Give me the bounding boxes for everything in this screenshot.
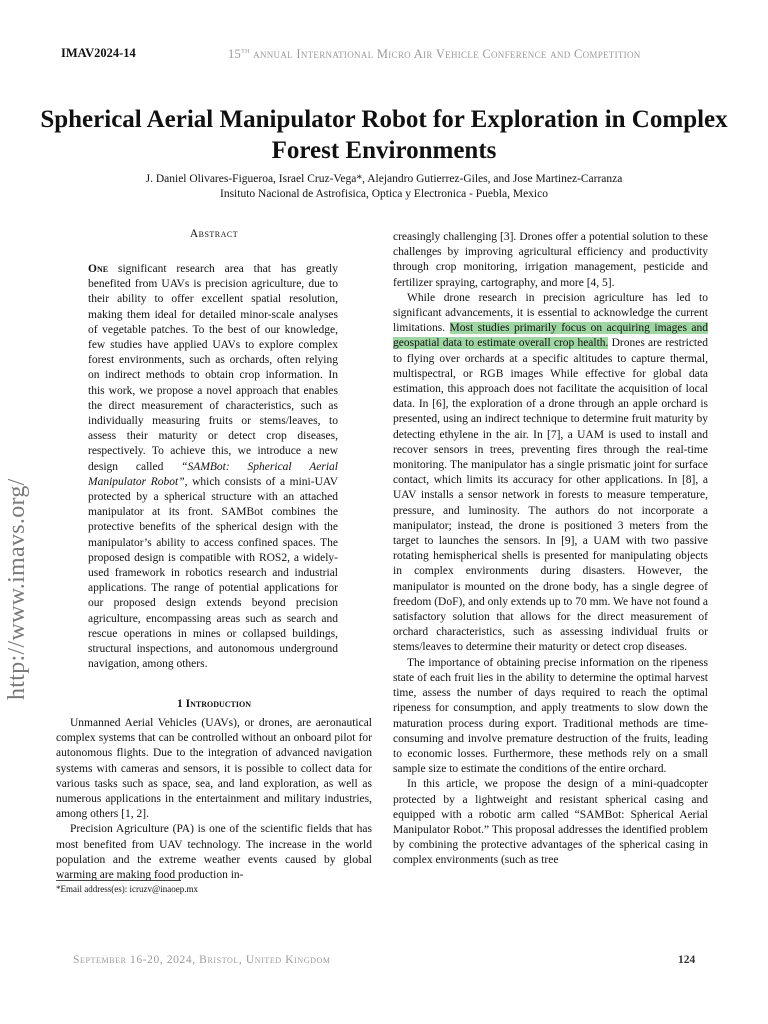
highlighted-sentence: Most studies primarily focus on acquiring images and geospatial data to estimate overall crop health. [393,322,708,350]
abstract-heading: Abstract [189,228,239,240]
footer-conference-date: September 16-20, 2024, Bristol, United Kingdom [73,954,331,966]
abstract-body [88,262,338,672]
conference-name: annual International Micro Air Vehicle Conference and Competition [249,47,641,62]
intro-paragraph-2: Precision Agriculture (PA) is one of the scientific fields that has most benefited from UAV technology. The increase in the world population and the extreme weather events caused by global warming are making food production in- [56,823,372,882]
abstract-first-word: One [88,263,109,275]
right-paragraph-0: creasingly challenging [3]. Drones offer a potential solution to these challenges by improving agricultural efficiency and productivity through crop monitoring, irrigation management, pesticide and fertilizer spraying, cartography, and more [4, 5]. [393,231,708,289]
introduction-body [56,716,372,883]
footnote-email: *Email address(es): icruzv@inaoep.mx [56,884,198,894]
paper-title: Spherical Aerial Manipulator Robot for Exploration in Complex Forest Environments [40,106,728,164]
conference-id: IMAV2024-14 [61,46,136,60]
right-paragraph-3: In this article, we propose the design of a mini-quadcopter protected by a lightweight and resistant spherical casing and equipped with a robotic arm called “SAMBot: Spherical Aerial Manipulator Robot.” This proposal addresses the identified problem by combining the protective advantages of the spherical casing in complex environments (such as tree [393,778,708,867]
page-number: 124 [678,954,696,966]
right-column [393,230,708,869]
right-paragraph-1 [393,291,708,656]
intro-paragraph-1: Unmanned Aerial Vehicles (UAVs), or drones, are aeronautical complex systems that can be controlled without an onboard pilot for autonomous flights. Due to the integration of advanced navigation systems with cameras and sensors, it is possible to collect data for various tasks such as space, sea, and land exploration, as well as numerous applications in the entertainment and military industries, among others [1, 2]. [56,717,372,821]
side-url-watermark[interactable]: http://www.imavs.org/ [4,478,30,700]
author-block [40,172,728,201]
author-affiliation: Insituto Nacional de Astrofisica, Optica y Electronica - Puebla, Mexico [220,187,548,200]
conference-banner [228,46,641,62]
right-p1-text-a: While drone research in precision agriculture has led to significant advancements, it is essential to acknowledge the current limitations. [393,291,708,335]
footnote-divider [56,880,181,881]
conference-edition-suffix: th [241,46,250,55]
right-p1-text-b: Drones are restricted to flying over orchards at a specific altitudes to capture thermal, multispectral, or RGB images While effective for global data estimation, this approach does not facilitate the acquisition of local data. In [6], the exploration of a drone through an apple orchard is presented, using an indirect technique to determine fruit maturity by detecting ethylene in the air. In [7], a UAM is used to install and recover sensors in trees, preventing fires through the real-time monitoring. The manipulator has a single prismatic joint for surface contact, which limits its accuracy for other applications. In [8], a UAV installs a sensor network in forests to measure temperature, pressure, and luminosity. The authors do not incorporate a manipulator; instead, the drone is positioned 3 meters from the target to launches the sensors. In [9], a UAM with two passive rotating hemispherical shells is presented for manipulating objects in complex environments during disasters. However, the manipulator is mounted on the drone body, has a single degree of freedom (DoF), and only extends up to 70 mm. We have not found a satisfactory solution that allows for the direct measurement of orchard characteristics, such as assessing individual fruits or stems/leaves to determine their maturity or detect crop diseases. [393,337,708,654]
abstract-text-a: significant research area that has greatly benefited from UAVs is precision agriculture, due to their ability to offer excellent spatial resolution, making them ideal for detailed minor-scale analyses of vegetable patches. To the best of our knowledge, few studies have applied UAVs to explore complex forest environments, such as orchards, often relying on indirect methods to obtain crop information. In this work, we propose a novel approach that enables the direct measurement of characteristics, such as individually measuring fruits or stems/leaves, to assess their maturity or detect crop diseases, respectively. To achieve this, we introduce a new design called [88,263,338,473]
author-names: J. Daniel Olivares-Figueroa, Israel Cruz-Vega*, Alejandro Gutierrez-Giles, and Jose Martinez-Carranza [145,173,623,185]
section-heading-introduction: 1 Introduction [177,698,251,710]
abstract-design-name: “SAMBot: Spherical Aerial Manipulator Robot” [88,460,338,488]
right-paragraph-2: The importance of obtaining precise information on the ripeness state of each fruit lies in the ability to determine the optimal harvest time, assess the number of days required to reach the optimal ripeness for consumption, and apply treatments to slow down the maturation process during export. Traditional methods are time-consuming and involve premature destruction of the fruits, leading to economic losses. Furthermore, these methods rely on a small sample size to estimate the conditions of the entire orchard. [393,656,708,776]
conference-edition: 15 [228,47,242,62]
abstract-text-b: , which consists of a mini-UAV protected by a spherical structure with an attached manipulator at its front. SAMBot combines the protective benefits of the spherical design with the manipulator’s ability to access confined spaces. The proposed design is compatible with ROS2, a widely-used framework in robotics research and industrial applications. The range of potential applications for our proposed design extends beyond precision agriculture, encompassing areas such as search and rescue operations in mines or collapsed buildings, structural inspections, and autonomous underground navigation, among others. [88,475,338,671]
